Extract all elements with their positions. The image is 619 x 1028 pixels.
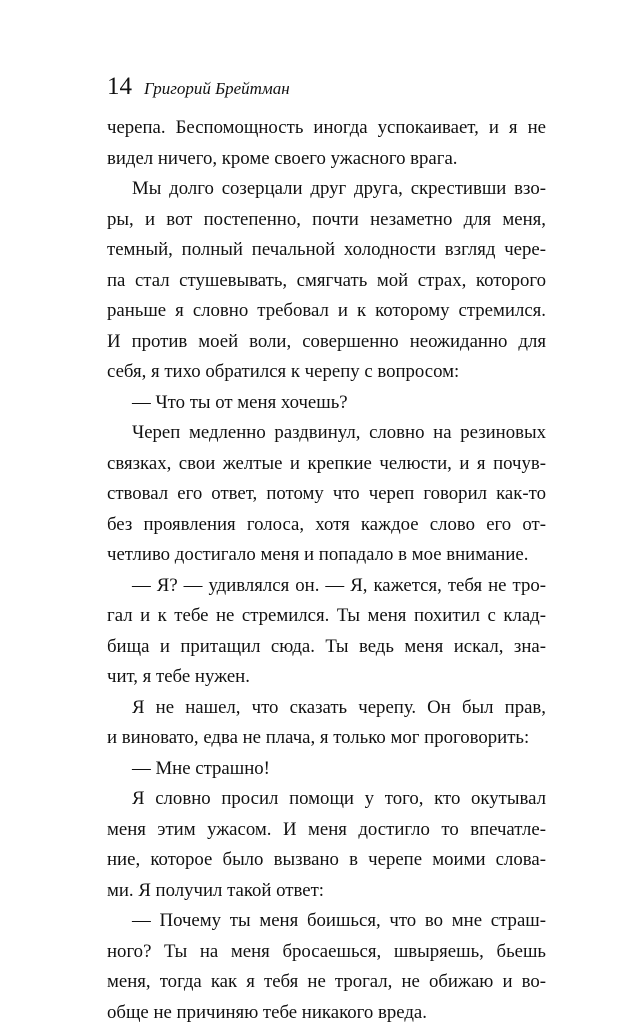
text-line: ствовал его ответ, потому что череп говорил как-то [107,479,546,510]
text-line: Мы долго созерцали друг друга, скрестивши взо- [107,174,546,205]
text-line: без проявления голоса, хотя каждое слово его от- [107,510,546,541]
text-line: — Я? — удивлялся он. — Я, кажется, тебя не тро- [107,571,546,602]
text-line: меня этим ужасом. И меня достигло то впечатле- [107,815,546,846]
text-line: — Что ты от меня хочешь? [107,388,546,419]
text-line: ры, и вот постепенно, почти незаметно для меня, [107,205,546,236]
text-line: Я словно просил помощи у того, кто окутывал [107,784,546,815]
text-line: ние, которое было вызвано в черепе моими слова- [107,845,546,876]
text-line: четливо достигало меня и попадало в мое внимание. [107,540,546,571]
text-line: меня, тогда как я тебя не трогал, не обижаю и во- [107,967,546,998]
text-line: па стал стушевывать, смягчать мой страх, которого [107,266,546,297]
text-line: связках, свои желтые и крепкие челюсти, и я почув- [107,449,546,480]
text-line: чит, я тебе нужен. [107,662,546,693]
text-line: — Мне страшно! [107,754,546,785]
text-line: бища и притащил сюда. Ты ведь меня искал, зна- [107,632,546,663]
text-line: темный, полный печальной холодности взгляд чере- [107,235,546,266]
text-line: Череп медленно раздвинул, словно на резиновых [107,418,546,449]
page-number: 14 [107,72,132,102]
text-line: и виновато, едва не плача, я только мог проговорить: [107,723,546,754]
text-line: ми. Я получил такой ответ: [107,876,546,907]
text-line: Я не нашел, что сказать черепу. Он был прав, [107,693,546,724]
body-text [107,113,546,1028]
running-header [107,72,290,104]
text-line: И против моей воли, совершенно неожиданно для [107,327,546,358]
text-line: черепа. Беспомощность иногда успокаивает, и я не [107,113,546,144]
text-line: гал и к тебе не стремился. Ты меня похитил с клад- [107,601,546,632]
text-line: ного? Ты на меня бросаешься, швыряешь, бьешь [107,937,546,968]
text-line: себя, я тихо обратился к черепу с вопросом: [107,357,546,388]
text-line: — Почему ты меня боишься, что во мне страш- [107,906,546,937]
text-line: видел ничего, кроме своего ужасного врага. [107,144,546,175]
text-line: раньше я словно требовал и к которому стремился. [107,296,546,327]
text-line: обще не причиняю тебе никакого вреда. [107,998,546,1028]
running-header-author: Григорий Брейтман [144,74,290,104]
